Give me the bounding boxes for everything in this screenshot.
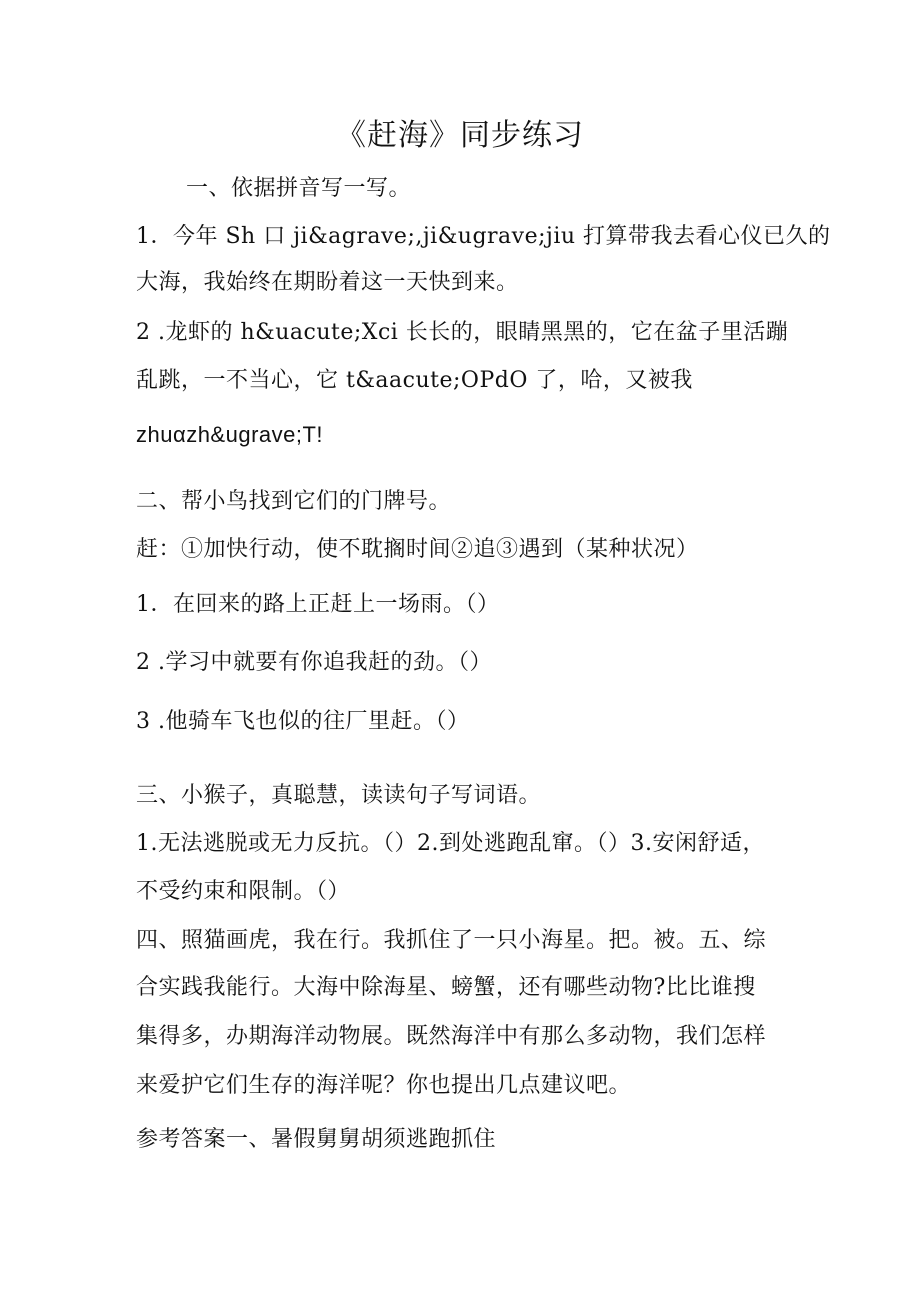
- text-line: 3 .他骑车飞也似的往厂里赶。（）: [136, 709, 470, 734]
- text-line: 2 .龙虾的 h&uacute;Xci 长长的，眼睛黑黑的，它在盆子里活蹦: [136, 320, 789, 345]
- text-line: 集得多，办期海洋动物展。既然海洋中有那么多动物，我们怎样: [136, 1024, 767, 1049]
- text-line: 合实践我能行。大海中除海星、螃蟹，还有哪些动物?比比谁搜: [136, 975, 756, 1000]
- text-line: 1．在回来的路上正赶上一场雨。（）: [136, 592, 500, 617]
- answer-key-line: 参考答案一、暑假舅舅胡须逃跑抓住: [136, 1127, 497, 1152]
- text-line: zhuαzh&ugrave;T!: [136, 422, 324, 447]
- text-line: 赶：①加快行动，使不耽搁时间②追③遇到（某种状况）: [136, 537, 699, 562]
- text-line: 1．今年 Sh 口 ji&agrave;,ji&ugrave;jiu 打算带我去看心仪已久的: [136, 224, 831, 249]
- text-line: 四、照猫画虎，我在行。我抓住了一只小海星。把。被。五、综: [136, 928, 767, 953]
- text-line: 1.无法逃脱或无力反抗。（）2.到处逃跑乱窜。（）3.安闲舒适，: [136, 831, 765, 856]
- section-heading-1: 一、依据拼音写一写。: [186, 176, 412, 201]
- text-line: 来爱护它们生存的海洋呢？你也提出几点建议吧。: [136, 1073, 632, 1098]
- section-heading-3: 三、小猴子，真聪慧，读读句子写词语。: [136, 783, 542, 808]
- text-line: 不受约束和限制。（）: [136, 879, 351, 904]
- text-line: 2 .学习中就要有你追我赶的劲。（）: [136, 650, 492, 675]
- text-line: 乱跳，一不当心，它 t&aacute;OPdO 了，哈，又被我: [136, 368, 693, 393]
- page-title: 《赶海》同步练习: [336, 118, 584, 153]
- section-heading-2: 二、帮小鸟找到它们的门牌号。: [136, 489, 452, 514]
- text-line: 大海，我始终在期盼着这一天快到来。: [136, 270, 519, 295]
